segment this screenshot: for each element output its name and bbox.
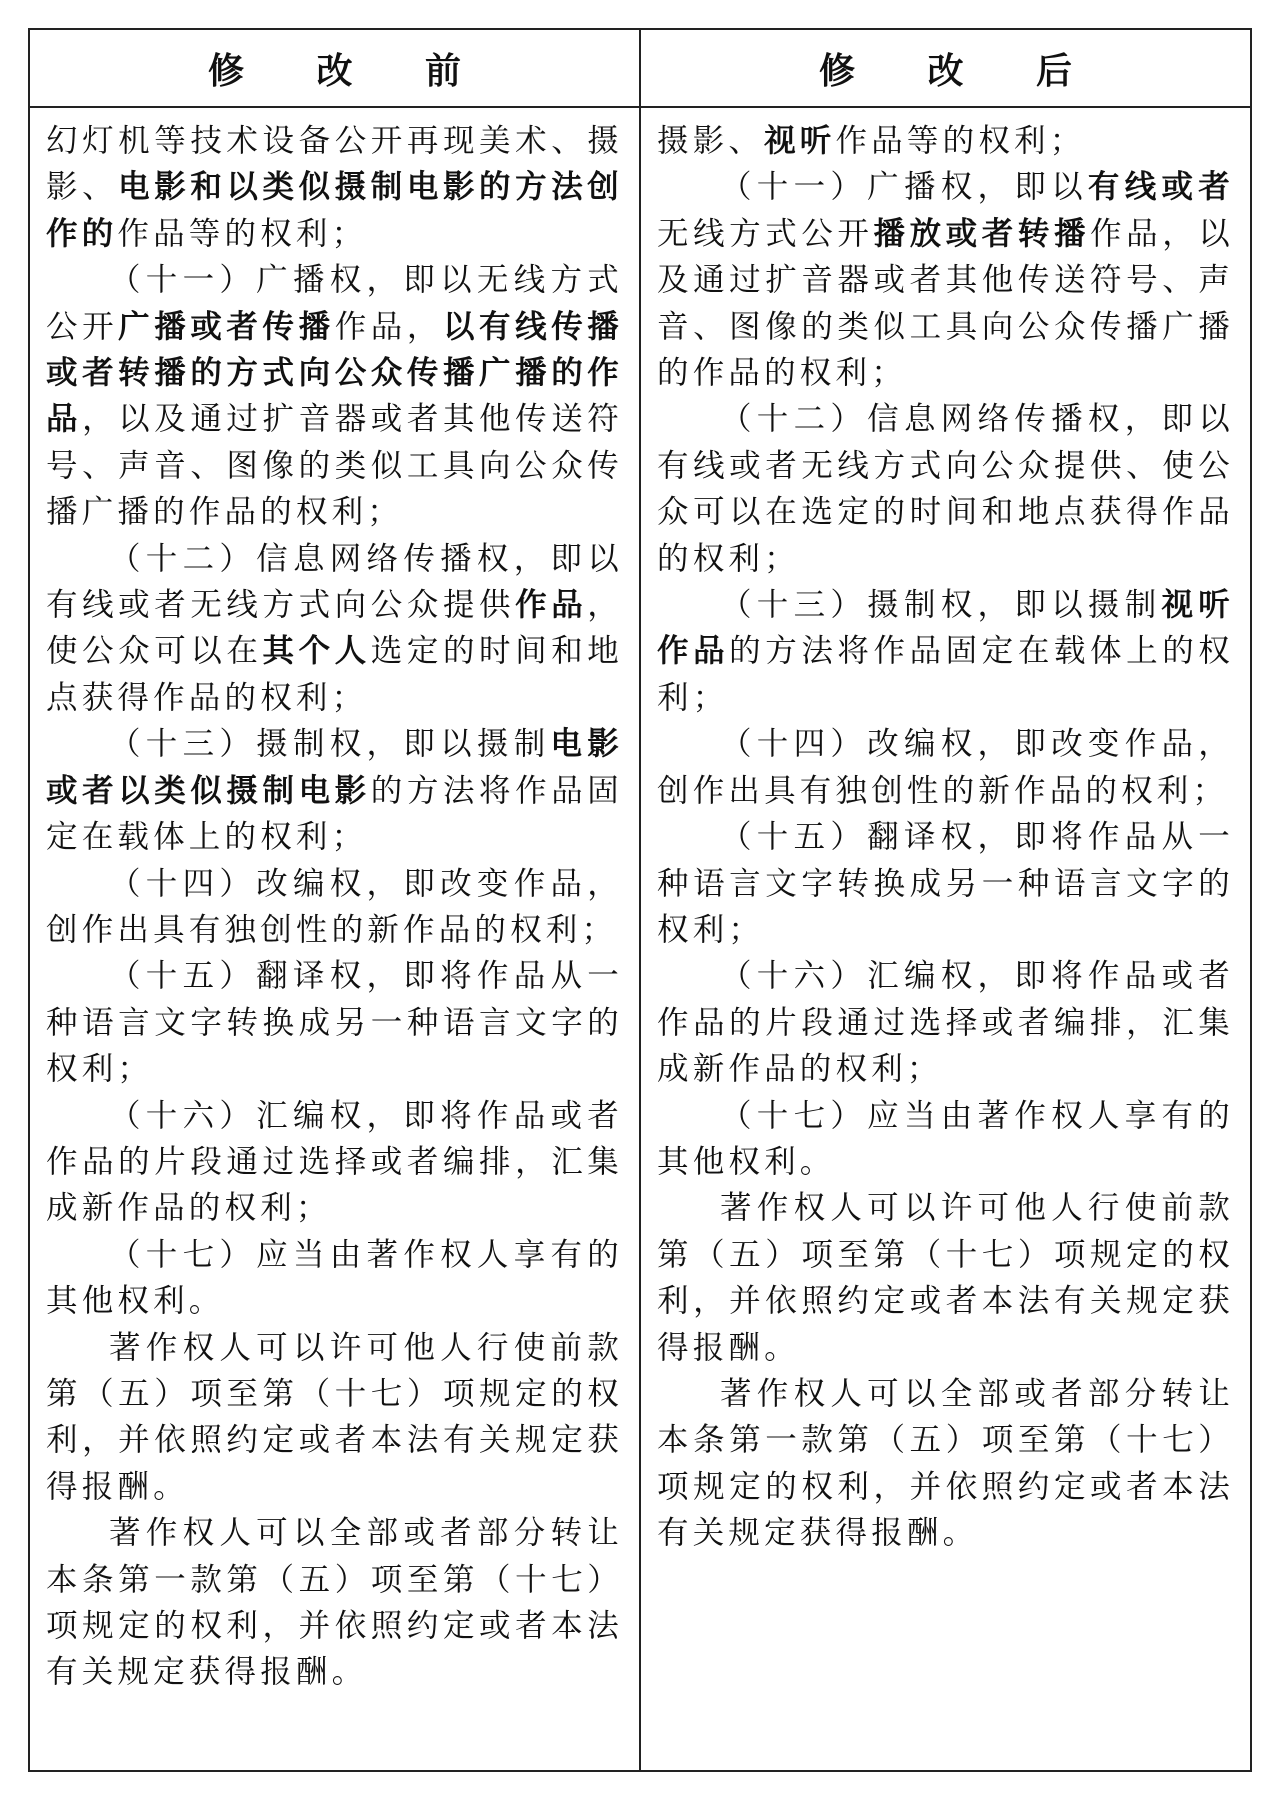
clause-text: 著作权人可以全部或者部分转让本条第一款第（五）项至第（十七）项规定的权利，并依照约定或者本法有关规定获得报酬。 <box>46 1515 623 1691</box>
column-after <box>639 108 1250 1770</box>
after-paragraph <box>657 953 1234 1092</box>
clause-text: 作品等的权利； <box>835 123 1086 159</box>
clause-text: ，以及通过扩音器或者其他传送符号、声音、图像的类似工具向公众传播广播的作品的权利； <box>46 401 623 531</box>
highlighted-text: 以有线传播或者转播的方式向公众传播广播的作品 <box>46 308 623 438</box>
after-paragraph <box>657 396 1234 582</box>
clause-text: 著作权人可以许可他人行使前款第（五）项至第（十七）项规定的权利，并依照约定或者本法有关规定获得报酬。 <box>46 1329 623 1505</box>
comparison-table <box>28 28 1252 1772</box>
after-paragraph <box>657 118 1234 164</box>
highlighted-text: 作品 <box>515 587 588 624</box>
clause-text: 的方法将作品固定在载体上的权利； <box>657 633 1234 716</box>
highlighted-text: 视听 <box>764 123 836 159</box>
clause-text: 幻灯机等技术设备公开再现美术、摄影、 <box>46 123 623 206</box>
highlighted-text: 电影和以类似摄制电影的方法创作的 <box>46 169 623 252</box>
before-paragraph <box>46 1093 623 1232</box>
body-row <box>30 108 1250 1770</box>
column-before <box>30 108 639 1770</box>
highlighted-text: 视听作品 <box>657 587 1234 670</box>
highlighted-text: 广播或者传播 <box>118 308 335 345</box>
clause-text: ，使公众可以在 <box>46 587 623 670</box>
before-paragraph <box>46 1510 623 1696</box>
header-before: 修 改 前 <box>207 50 492 92</box>
clause-text: （十一）广播权，即以无线方式公开 <box>46 262 623 345</box>
clause-text: （十二）信息网络传播权，即以有线或者无线方式向公众提供、使公众可以在选定的时间和地点获得作品的权利； <box>657 401 1234 577</box>
before-paragraph <box>46 953 623 1092</box>
before-paragraph <box>46 1232 623 1325</box>
header-row <box>30 30 1250 108</box>
clause-text: 著作权人可以全部或者部分转让本条第一款第（五）项至第（十七）项规定的权利，并依照约定或者本法有关规定获得报酬。 <box>657 1375 1234 1552</box>
clause-text: （十四）改编权，即改变作品，创作出具有独创性的新作品的权利； <box>657 726 1234 809</box>
after-paragraph <box>657 582 1234 721</box>
clause-text: 著作权人可以许可他人行使前款第（五）项至第（十七）项规定的权利，并依照约定或者本法有关规定获得报酬。 <box>657 1190 1234 1366</box>
after-paragraph <box>657 1185 1234 1371</box>
clause-text: （十一）广播权，即以 <box>720 169 1088 206</box>
highlighted-text: 播放或者转播 <box>873 215 1091 252</box>
before-paragraph <box>46 118 623 257</box>
before-paragraph <box>46 536 623 722</box>
clause-text: （十七）应当由著作权人享有的其他权利。 <box>46 1236 623 1320</box>
clause-text: （十六）汇编权，即将作品或者作品的片段通过选择或者编排，汇集成新作品的权利； <box>657 958 1234 1088</box>
highlighted-text: 其个人 <box>262 633 371 670</box>
clause-text: 作品， <box>334 308 443 345</box>
clause-text: （十六）汇编权，即将作品或者作品的片段通过选择或者编排，汇集成新作品的权利； <box>46 1097 623 1227</box>
clause-text: 作品，以及通过扩音器或者其他传送符号、声音、图像的类似工具向公众传播广播的作品的权利； <box>657 215 1234 392</box>
clause-text: （十四）改编权，即改变作品，创作出具有独创性的新作品的权利； <box>46 865 623 948</box>
header-after: 修 改 后 <box>639 30 1250 106</box>
clause-text: （十二）信息网络传播权，即以有线或者无线方式向公众提供 <box>46 540 623 624</box>
after-paragraph <box>657 1371 1234 1557</box>
clause-text: 摄影、 <box>657 123 765 159</box>
clause-text: （十七）应当由著作权人享有的其他权利。 <box>657 1097 1234 1180</box>
clause-text: 无线方式公开 <box>657 215 874 252</box>
clause-text: 作品等的权利； <box>117 215 368 252</box>
after-paragraph <box>657 164 1234 396</box>
after-paragraph <box>657 814 1234 953</box>
after-paragraph <box>657 1093 1234 1186</box>
clause-text: 选定的时间和地点获得作品的权利； <box>46 633 623 716</box>
before-paragraph <box>46 721 623 860</box>
clause-text: （十三）摄制权，即以摄制 <box>720 587 1162 624</box>
after-paragraph <box>657 721 1234 814</box>
highlighted-text: 电影或者以类似摄制电影 <box>46 726 623 809</box>
clause-text: （十三）摄制权，即以摄制 <box>109 726 551 763</box>
highlighted-text: 有线或者 <box>1087 169 1234 206</box>
clause-text: 的方法将作品固定在载体上的权利； <box>46 772 623 856</box>
clause-text: （十五）翻译权，即将作品从一种语言文字转换成另一种语言文字的权利； <box>657 819 1234 948</box>
before-paragraph <box>46 257 623 535</box>
before-paragraph <box>46 1325 623 1511</box>
before-paragraph <box>46 861 623 954</box>
clause-text: （十五）翻译权，即将作品从一种语言文字转换成另一种语言文字的权利； <box>46 958 623 1088</box>
